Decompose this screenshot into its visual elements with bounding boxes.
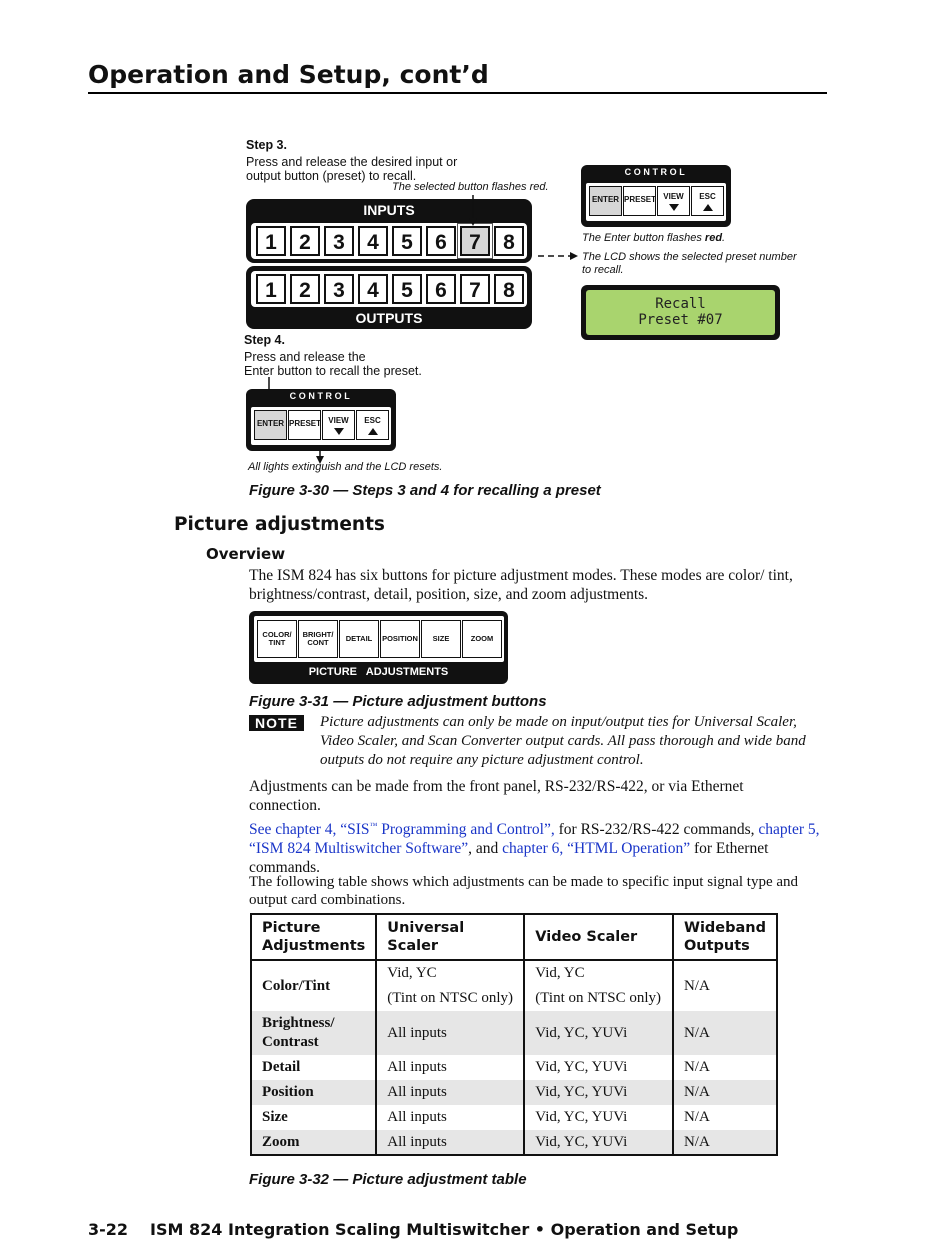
header-picture-adjustments: Picture Adjustments <box>251 914 376 960</box>
figure-3-30-caption: Figure 3-30 — Steps 3 and 4 for recalling a preset <box>249 482 601 499</box>
section-heading: Picture adjustments <box>174 514 385 535</box>
output-button-5[interactable]: 5 <box>392 274 422 304</box>
table-cell: All inputs <box>376 1011 524 1055</box>
table-cell: All inputs <box>376 1055 524 1080</box>
input-button-4[interactable]: 4 <box>358 226 388 256</box>
lcd-note: The LCD shows the selected preset number to recall. <box>582 251 797 276</box>
output-button-7[interactable]: 7 <box>460 274 490 304</box>
control-panel-bottom <box>246 389 396 451</box>
table-cell: Vid, YC, YUVi <box>524 1055 673 1080</box>
output-button-3[interactable]: 3 <box>324 274 354 304</box>
arrow-right-dashed-icon <box>570 252 578 260</box>
link-chapter-5[interactable]: chapter 5, “ISM 824 Multiswitcher Software” <box>249 821 820 858</box>
inputs-label: INPUTS <box>363 202 415 218</box>
input-button-5[interactable]: 5 <box>392 226 422 256</box>
up-arrow-icon <box>368 428 378 435</box>
table-row <box>251 1080 777 1105</box>
header-video-scaler: Video Scaler <box>524 914 673 960</box>
header-universal-scaler: Universal Scaler <box>376 914 524 960</box>
link-chapter-6[interactable]: chapter 6, “HTML Operation” <box>502 840 691 858</box>
view-button-2[interactable]: VIEW <box>322 410 355 440</box>
table-cell: N/A <box>673 1105 777 1130</box>
page-title: Operation and Setup, cont’d <box>88 60 489 89</box>
bright-cont-button[interactable]: BRIGHT/ CONT <box>298 620 338 658</box>
table-cell: N/A <box>673 1080 777 1105</box>
header-wideband-outputs: Wideband Outputs <box>673 914 777 960</box>
step3-line1: Press and release the desired input or <box>246 155 458 169</box>
table-intro-paragraph: The following table shows which adjustments can be made to specific input signal type and output card combinations. <box>249 874 799 908</box>
esc-button[interactable]: ESC <box>691 186 724 216</box>
flash-callout: The selected button flashes red. <box>392 181 549 193</box>
table-cell: N/A <box>673 960 777 1011</box>
table-cell: All inputs <box>376 1080 524 1105</box>
row-label: Detail <box>251 1055 376 1080</box>
table-cell: Vid, YC (Tint on NTSC only) <box>524 960 673 1011</box>
enter-button-2[interactable]: ENTER <box>254 410 287 440</box>
output-button-1[interactable]: 1 <box>256 274 286 304</box>
esc-button-2[interactable]: ESC <box>356 410 389 440</box>
picture-adjustments-panel <box>249 611 508 684</box>
table-cell: Vid, YC, YUVi <box>524 1080 673 1105</box>
overview-paragraph: The ISM 824 has six buttons for picture adjustment modes. These modes are color/ tint, brightness/contrast, detail, position, size, and zoom adjustments. <box>249 567 793 603</box>
picture-adjustments-label: PICTURE ADJUSTMENTS <box>308 666 449 678</box>
enter-button[interactable]: ENTER <box>589 186 622 216</box>
output-button-2[interactable]: 2 <box>290 274 320 304</box>
down-arrow-icon <box>669 204 679 211</box>
lcd-line-2: Preset #07 <box>638 312 723 328</box>
footer-title: ISM 824 Integration Scaling Multiswitcher • Operation and Setup <box>150 1220 739 1239</box>
table-cell: N/A <box>673 1130 777 1155</box>
table-row <box>251 1105 777 1130</box>
table-header-row <box>251 914 777 960</box>
figure-3-31-caption: Figure 3-31 — Picture adjustment buttons <box>249 693 547 710</box>
arrow-down-to-7-icon <box>469 218 477 226</box>
lcd-display <box>581 285 780 340</box>
input-button-6[interactable]: 6 <box>426 226 456 256</box>
row-label: Brightness/ Contrast <box>251 1011 376 1055</box>
control-button-strip <box>584 181 728 223</box>
position-button[interactable]: POSITION <box>380 620 420 658</box>
view-button[interactable]: VIEW <box>657 186 690 216</box>
control-button-strip-2 <box>249 405 393 447</box>
link-chapter-4[interactable]: See chapter 4, “SIS™ Programming and Control”, <box>249 821 555 839</box>
lcd-line-1: Recall <box>655 296 706 312</box>
table-row <box>251 1055 777 1080</box>
table-cell: N/A <box>673 1055 777 1080</box>
table-row <box>251 1011 777 1055</box>
input-button-8[interactable]: 8 <box>494 226 524 256</box>
output-button-6[interactable]: 6 <box>426 274 456 304</box>
page-number: 3-22 <box>88 1220 129 1239</box>
step3-heading: Step 3. <box>246 138 287 152</box>
note-text: Picture adjustments can only be made on input/output ties for Universal Scaler, Video Scaler, and Scan Converter output cards. All pass thorough and wide band outputs do not require any picture adjustment control. <box>320 714 806 768</box>
lcd-screen <box>586 290 775 335</box>
step3-text <box>246 155 457 183</box>
color-tint-button[interactable]: COLOR/ TINT <box>257 620 297 658</box>
step4-heading: Step 4. <box>244 333 285 347</box>
input-button-3[interactable]: 3 <box>324 226 354 256</box>
figure-3-32-caption: Figure 3-32 — Picture adjustment table <box>249 1171 527 1188</box>
picture-adjustment-table <box>250 913 778 1156</box>
overview-heading: Overview <box>206 545 286 563</box>
table-row <box>251 1130 777 1155</box>
input-button-2[interactable]: 2 <box>290 226 320 256</box>
down-arrow-icon <box>334 428 344 435</box>
note-tag: NOTE <box>249 715 304 731</box>
size-button[interactable]: SIZE <box>421 620 461 658</box>
control-label: CONTROL <box>624 167 688 177</box>
output-button-4[interactable]: 4 <box>358 274 388 304</box>
table-cell: Vid, YC, YUVi <box>524 1105 673 1130</box>
outputs-label: OUTPUTS <box>355 310 423 326</box>
control-label-2: CONTROL <box>289 391 353 401</box>
preset-button-2[interactable]: PRESET <box>288 410 321 440</box>
table-cell: N/A <box>673 1011 777 1055</box>
table-row <box>251 960 777 1011</box>
table-cell: All inputs <box>376 1105 524 1130</box>
table-cell: All inputs <box>376 1130 524 1155</box>
adjustments-paragraph: Adjustments can be made from the front panel, RS-232/RS-422, or via Ethernet connection. <box>249 778 744 814</box>
table-cell: Vid, YC, YUVi <box>524 1130 673 1155</box>
table-cell: Vid, YC (Tint on NTSC only) <box>376 960 524 1011</box>
row-label: Position <box>251 1080 376 1105</box>
step4-text: Press and release the Enter button to recall the preset. <box>244 350 422 378</box>
up-arrow-icon <box>703 204 713 211</box>
references-paragraph: See chapter 4, “SIS™ Programming and Control”, for RS-232/RS-422 commands, chapter 5, “ISM 824 Multiswitcher Software”, and chapter 6, “HTML Operation” for Ethernet commands. <box>249 821 820 877</box>
row-label: Size <box>251 1105 376 1130</box>
picture-adjustments-strip <box>252 614 506 664</box>
output-button-8[interactable]: 8 <box>494 274 524 304</box>
step3-line2: output button (preset) to recall. <box>246 169 417 183</box>
table-cell: Vid, YC, YUVi <box>524 1011 673 1055</box>
row-label: Color/Tint <box>251 960 376 1011</box>
preset-button[interactable]: PRESET <box>623 186 656 216</box>
lights-note: All lights extinguish and the LCD resets. <box>248 461 443 473</box>
title-divider <box>88 92 827 94</box>
enter-flash-note: The Enter button flashes red. <box>582 232 726 244</box>
zoom-button[interactable]: ZOOM <box>462 620 502 658</box>
control-panel-top <box>581 165 731 227</box>
input-button-7[interactable]: 7 <box>460 226 490 256</box>
page-footer <box>88 1220 738 1239</box>
row-label: Zoom <box>251 1130 376 1155</box>
input-button-1[interactable]: 1 <box>256 226 286 256</box>
detail-button[interactable]: DETAIL <box>339 620 379 658</box>
